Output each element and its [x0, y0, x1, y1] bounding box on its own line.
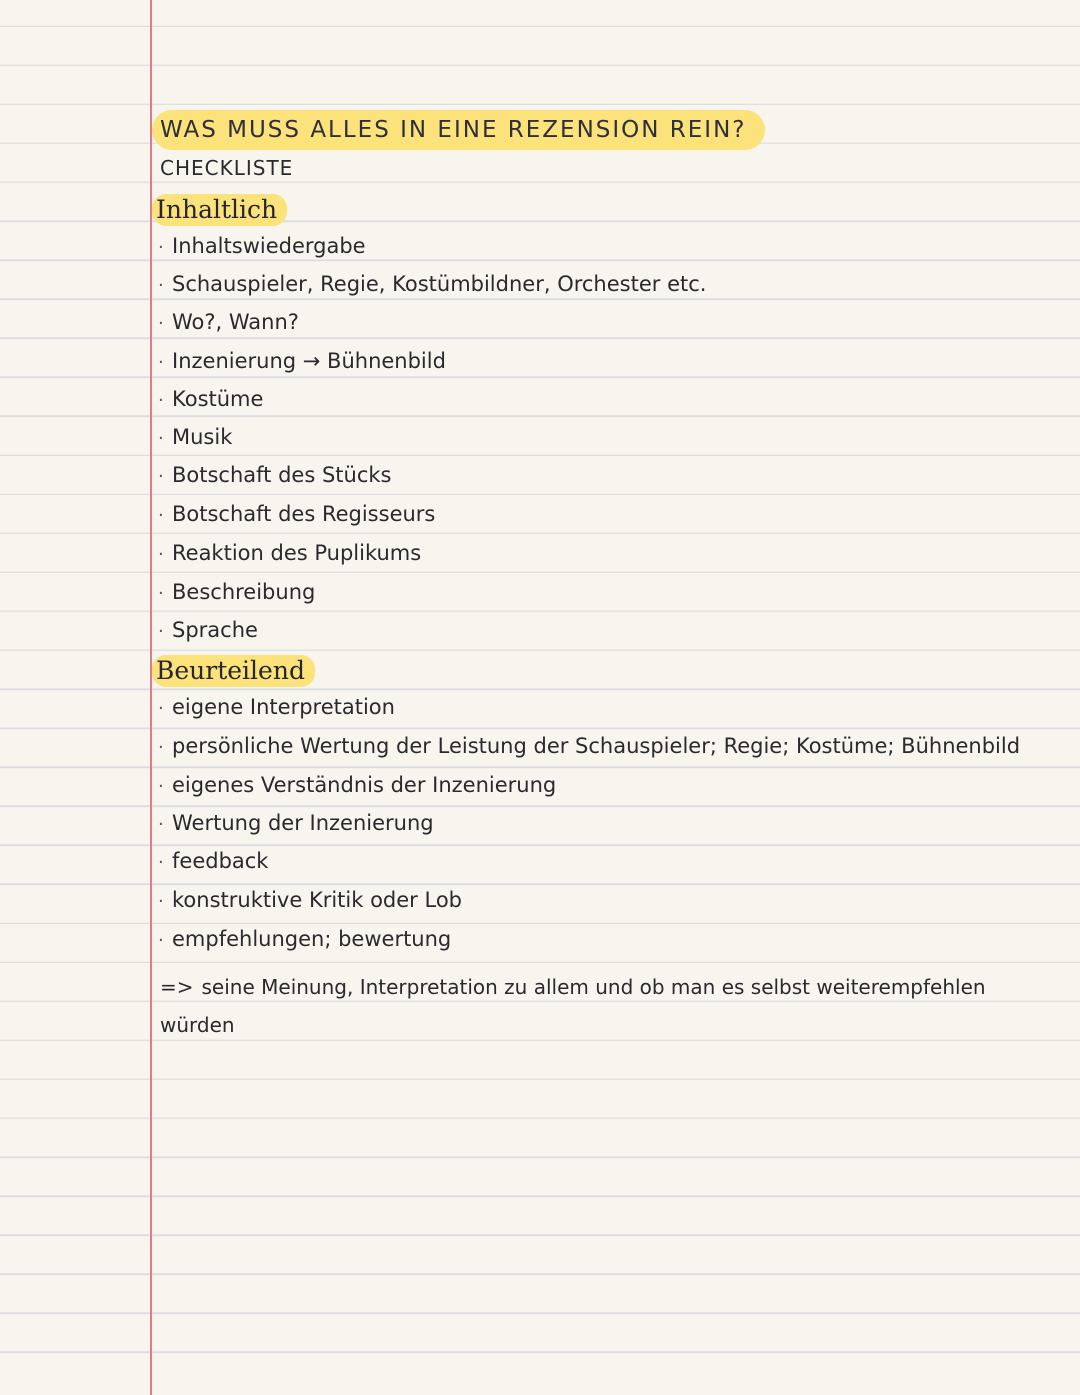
- list-item: [158, 582, 315, 603]
- subtitle: CHECKLISTE: [160, 156, 294, 180]
- list-item: [158, 813, 434, 834]
- bullet-icon: ·: [158, 776, 164, 797]
- bullet-icon: ·: [158, 313, 164, 334]
- list-item-text: feedback: [172, 849, 269, 873]
- list-item: [158, 274, 706, 295]
- list-item-text: Beschreibung: [172, 580, 316, 604]
- bullet-icon: ·: [158, 428, 164, 449]
- list-item-text: Musik: [172, 425, 233, 449]
- list-item: [158, 351, 446, 372]
- list-item-text: Wertung der Inzenierung: [172, 811, 434, 835]
- section-heading-beurteilend: Beurteilend: [152, 655, 315, 687]
- bullet-icon: ·: [158, 505, 164, 526]
- list-item: [158, 312, 299, 333]
- implies-arrow-icon: =>: [160, 975, 194, 999]
- bullet-icon: ·: [158, 930, 164, 951]
- list-item-text: persönliche Wertung der Leistung der Schauspieler; Regie; Kostüme; Bühnenbild: [172, 734, 1021, 758]
- bullet-icon: ·: [158, 621, 164, 642]
- list-item: [158, 236, 366, 257]
- list-item-text: Inhaltswiedergabe: [172, 234, 366, 258]
- list-item: [158, 427, 232, 448]
- list-item: [158, 851, 268, 872]
- list-item-text: konstruktive Kritik oder Lob: [172, 888, 463, 912]
- list-item-text: Botschaft des Regisseurs: [172, 502, 436, 526]
- list-item: [158, 543, 421, 564]
- bullet-icon: ·: [158, 852, 164, 873]
- conclusion-text: seine Meinung, Interpretation zu allem und ob man es selbst weiterempfehlen würden: [160, 975, 986, 1037]
- list-item: [158, 465, 391, 486]
- list-item-text: Botschaft des Stücks: [172, 463, 392, 487]
- list-item: [158, 929, 451, 950]
- bullet-icon: ·: [158, 275, 164, 296]
- bullet-icon: ·: [158, 352, 164, 373]
- list-item-text: eigenes Verständnis der Inzenierung: [172, 773, 557, 797]
- list-item-text: empfehlungen; bewertung: [172, 927, 452, 951]
- bullet-icon: ·: [158, 737, 164, 758]
- page-title: [152, 110, 765, 150]
- list-item: [158, 620, 258, 641]
- list-item-text: Sprache: [172, 618, 258, 642]
- list-item: [158, 775, 556, 796]
- bullet-icon: ·: [158, 583, 164, 604]
- list-item-text: Schauspieler, Regie, Kostümbildner, Orchester etc.: [172, 272, 707, 296]
- list-item: [158, 736, 1020, 757]
- page-title-text: WAS MUSS ALLES IN EINE REZENSION REIN?: [160, 116, 747, 143]
- list-item-text: Kostüme: [172, 387, 264, 411]
- list-item-text: eigene Interpretation: [172, 695, 395, 719]
- list-item: [158, 389, 263, 410]
- list-item-text: Wo?, Wann?: [172, 310, 299, 334]
- list-item: [158, 890, 462, 911]
- section-heading-inhaltlich: Inhaltlich: [152, 194, 287, 226]
- list-item: [158, 504, 435, 525]
- bullet-icon: ·: [158, 698, 164, 719]
- bullet-icon: ·: [158, 891, 164, 912]
- conclusion: [160, 968, 1040, 1044]
- bullet-icon: ·: [158, 466, 164, 487]
- bullet-icon: ·: [158, 544, 164, 565]
- bullet-icon: ·: [158, 390, 164, 411]
- bullet-icon: ·: [158, 814, 164, 835]
- bullet-icon: ·: [158, 237, 164, 258]
- list-item-text: Inzenierung → Bühnenbild: [172, 349, 446, 373]
- list-item-text: Reaktion des Puplikums: [172, 541, 422, 565]
- list-item: [158, 697, 395, 718]
